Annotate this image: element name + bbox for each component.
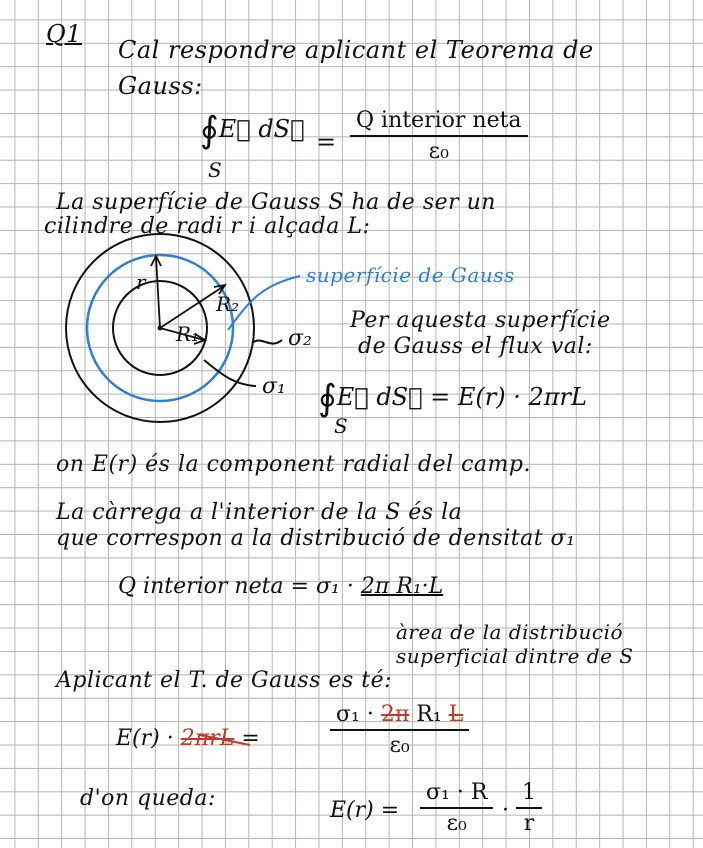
final-lhs-cancelled: 2πrL — [180, 726, 235, 751]
gauss-denominator: ε₀ — [428, 139, 449, 164]
area-note-line-2: superficial dintre de S — [396, 644, 634, 668]
result-denominator-2: r — [523, 811, 535, 836]
question-label: Q1 — [46, 20, 82, 48]
flux-rhs: = E(r) · 2πrL — [430, 383, 587, 411]
flux-line-1: Per aquesta superfície — [350, 308, 611, 333]
sigma2-pointer — [252, 340, 282, 344]
flux-surface-subscript: S — [334, 414, 348, 438]
flux-equation — [318, 378, 587, 419]
surface-line-1: La superfície de Gauss S ha de ser un — [56, 190, 496, 215]
closed-integral-symbol: ∮ — [200, 110, 219, 151]
result-label: d'on queda: — [80, 786, 216, 811]
gauss-equals: = — [316, 128, 337, 156]
final-num-cancel-l: L — [448, 702, 464, 727]
final-num-r1: R₁ — [416, 702, 442, 727]
result-lhs: E(r) = — [330, 798, 400, 823]
gauss-integrand: E⃗ dS⃗ — [218, 115, 305, 143]
radial-component-line: on E(r) és la component radial del camp. — [56, 452, 531, 477]
r1-label: R₁ — [176, 322, 200, 346]
flux-integrand: E⃗ dS⃗ — [336, 383, 423, 411]
q-sigma: σ₁ · — [316, 574, 354, 599]
final-lhs-e: E(r) · — [116, 726, 174, 751]
charge-line-2: que correspon a la distribució de densitat σ₁ — [56, 526, 576, 551]
result-numerator-2: 1 — [516, 780, 542, 809]
sigma2-label: σ₂ — [288, 326, 312, 351]
gauss-surface-subscript: S — [208, 158, 222, 182]
applying-line: Aplicant el T. de Gauss es té: — [56, 668, 393, 693]
final-denominator: ε₀ — [389, 733, 410, 758]
final-num-sigma: σ₁ · — [336, 702, 374, 727]
result-fraction-2 — [516, 780, 542, 836]
q-equals: = — [290, 574, 309, 599]
intro-line-2: Gauss: — [118, 72, 203, 100]
surface-line-2: cilindre de radi r i alçada L: — [44, 214, 371, 239]
sigma1-pointer — [204, 360, 256, 386]
flux-integral-symbol: ∮ — [318, 378, 337, 419]
final-numerator — [330, 702, 469, 731]
gauss-numerator: Q interior neta — [350, 108, 528, 137]
charge-line-1: La càrrega a l'interior de la S és la — [56, 500, 463, 525]
r2-label: R₂ — [216, 292, 240, 316]
sigma1-label: σ₁ — [262, 374, 286, 399]
radius-r-arrow — [156, 257, 160, 328]
final-equals: = — [241, 726, 260, 751]
gauss-surface-label: superfície de Gauss — [306, 263, 515, 287]
r-label: r — [136, 270, 146, 294]
q-lhs: Q interior neta — [118, 574, 284, 599]
charge-equation — [118, 574, 443, 599]
q-area: 2π R₁·L — [360, 574, 444, 599]
final-lhs — [116, 726, 260, 751]
result-denominator: ε₀ — [446, 811, 467, 836]
area-note-line-1: àrea de la distribució — [396, 620, 624, 644]
final-num-cancel-2pi: 2π — [380, 702, 410, 727]
result-fraction-1 — [420, 780, 493, 836]
flux-line-2: de Gauss el flux val: — [358, 334, 593, 359]
intro-line-1: Cal respondre aplicant el Teorema de — [118, 36, 594, 64]
result-numerator: σ₁ · R — [420, 780, 493, 809]
result-dot: · — [502, 798, 509, 823]
final-fraction — [330, 702, 469, 758]
